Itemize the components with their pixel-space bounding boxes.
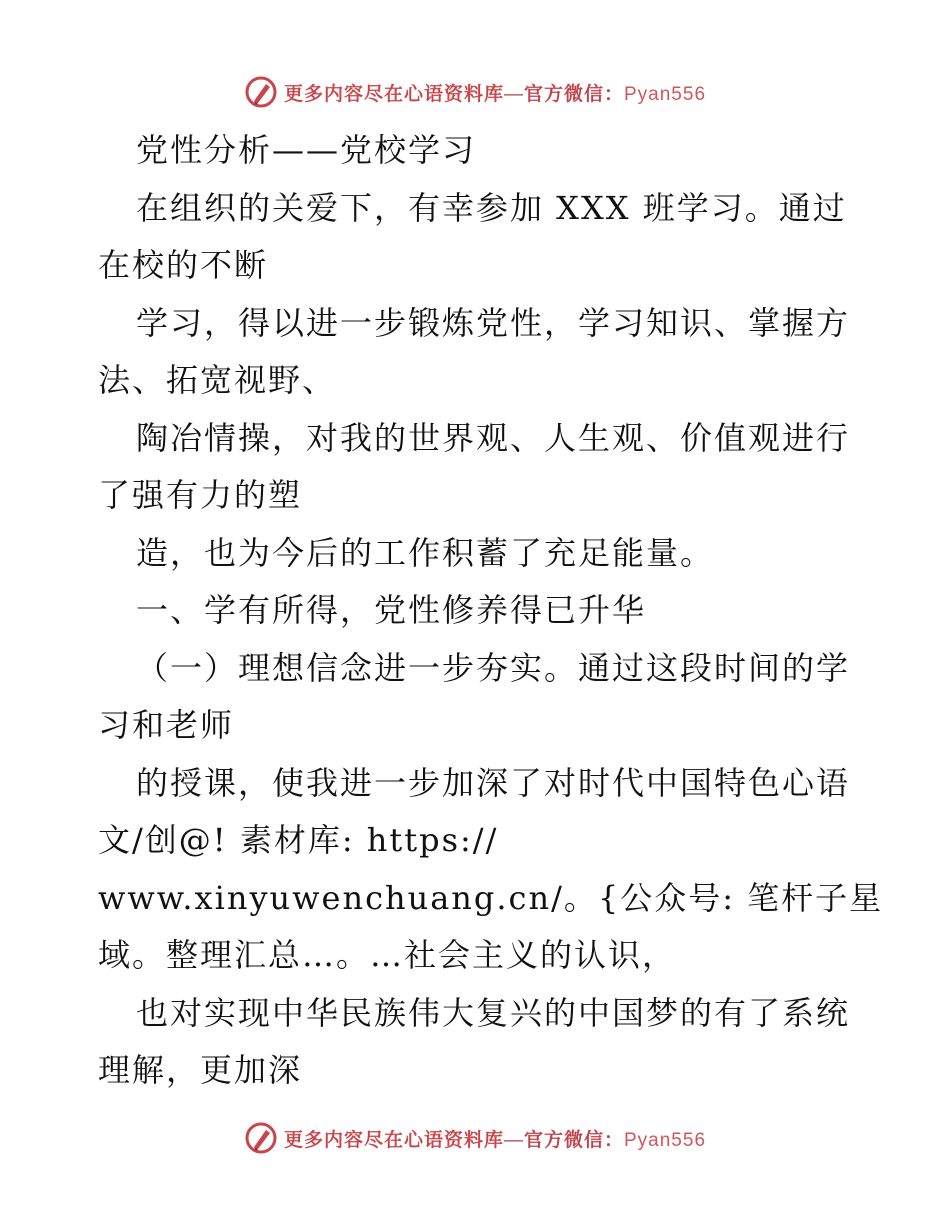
document-body	[98, 122, 884, 1100]
watermark-text	[284, 1125, 706, 1152]
footer-watermark	[0, 1118, 950, 1158]
watermark-wechat-label: 官方微信：	[523, 83, 624, 105]
pen-logo-icon	[244, 1121, 278, 1155]
watermark-wechat-id: Pyan556	[624, 83, 707, 105]
watermark-wechat-label: 官方微信：	[523, 1129, 624, 1151]
watermark-dash: —	[503, 1129, 524, 1151]
paragraph-line: 的授课，使我进一步加深了对时代中国特色心语	[136, 763, 851, 802]
paragraph-line: 陶冶情操，对我的世界观、人生观、价值观进行	[136, 418, 851, 457]
paragraph-line: 习和老师	[98, 706, 235, 744]
document-title: 党性分析——党校学习	[136, 131, 477, 169]
paragraph-line: 文/创@! 素材库: https://	[98, 821, 499, 859]
watermark-title: 更多内容尽在心语资料库	[283, 1129, 504, 1151]
paragraph-line: 在组织的关爱下，有幸参加 XXX 班学习。通过	[136, 188, 847, 227]
section-heading: 一、学有所得，党性修养得已升华	[136, 591, 647, 629]
paragraph-line: 学习，得以进一步锻炼党性，学习知识、掌握方	[136, 303, 851, 342]
paragraph-line: 在校的不断	[98, 246, 269, 284]
paragraph-line: 也对实现中华民族伟大复兴的中国梦的有了系统	[136, 993, 851, 1032]
subsection-heading: （一）理想信念进一步夯实。通过这段时间的学	[136, 648, 851, 687]
watermark-title: 更多内容尽在心语资料库	[283, 83, 504, 105]
paragraph-line: 理解，更加深	[98, 1051, 303, 1089]
paragraph-line: 造，也为今后的工作积蓄了充足能量。	[136, 533, 715, 572]
paragraph-line: 域。整理汇总…。…社会主义的认识，	[98, 936, 677, 974]
watermark-text	[284, 79, 706, 106]
header-watermark	[0, 72, 950, 112]
pen-logo-icon	[244, 75, 278, 109]
watermark-dash: —	[503, 83, 524, 105]
url-line: www.xinyuwenchuang.cn/。{公众号: 笔杆子星	[98, 878, 884, 917]
paragraph-line: 法、拓宽视野、	[98, 361, 337, 399]
watermark-wechat-id: Pyan556	[624, 1129, 707, 1151]
paragraph-line: 了强有力的塑	[98, 476, 303, 514]
